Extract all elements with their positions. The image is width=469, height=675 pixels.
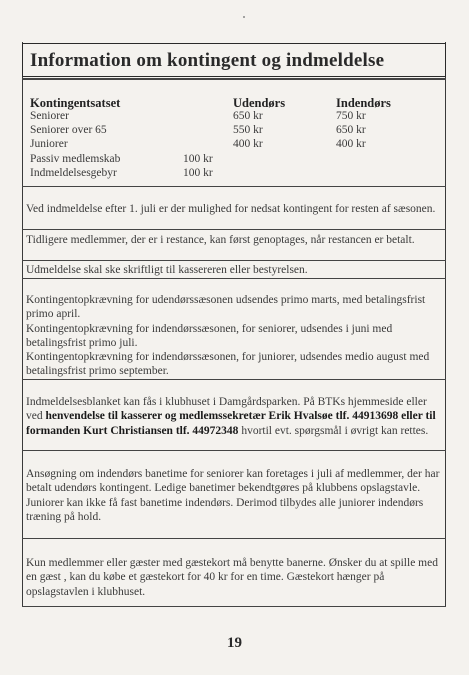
- billing-paragraph: Kontingentopkrævning for indendørssæsonen, for seniorer, udsendes i juni med betalingsfrist primo juli.: [26, 322, 393, 349]
- billing-paragraph: Kontingentopkrævning for indendørssæsonen, for juniorer, udsendes medio august med betalingsfrist primo september.: [26, 351, 430, 378]
- section-rule: [22, 538, 446, 539]
- fee-row-label: Juniorer: [30, 138, 68, 150]
- reduced-fee-text: Ved indmeldelse efter 1. juli er der mulighed for nedsat kontingent for resten af sæsonen.: [26, 203, 436, 215]
- arrears-text: Tidligere medlemmer, der er i restance, kan først genoptages, når restancen er betalt.: [26, 234, 415, 246]
- fee-row-label: Indmeldelsesgebyr: [30, 167, 117, 179]
- fee-row-indoor: 400 kr: [336, 138, 366, 150]
- registration-outro: hvortil evt. spørgsmål i øvrigt kan rettes.: [241, 424, 429, 437]
- fee-row-single: 100 kr: [183, 167, 213, 179]
- section-rule: [22, 606, 446, 607]
- page-number: 19: [227, 635, 242, 651]
- court-hours-paragraph: Ansøgning om indendørs banetime for seniorer kan foretages i juli af medlemmer, der har betalt udendørs kontingent. Ledige banetimer bekendtgøres på klubbens opslagstavle.: [26, 468, 440, 495]
- section-guests: [26, 556, 442, 599]
- fee-row-outdoor: 650 kr: [233, 110, 263, 122]
- section-rule: [22, 260, 446, 261]
- fee-row-label: Seniorer: [30, 110, 69, 122]
- fee-row-outdoor: 550 kr: [233, 124, 263, 136]
- section-arrears: [26, 233, 442, 247]
- fee-header-category: Kontingentsatset: [30, 96, 121, 110]
- title-rule: [22, 78, 446, 80]
- fee-row-label: Seniorer over 65: [30, 124, 107, 136]
- registration-contact: henvendelse til kasserer og medlemssekretær Erik Hvalsøe tlf. 44913698 eller til formanden Kurt Christiansen tlf. 44972348: [26, 410, 436, 437]
- section-rule: [22, 229, 446, 230]
- section-reduced-fee: [26, 202, 442, 216]
- section-court-hours: [26, 467, 442, 524]
- withdrawal-text: Udmeldelse skal ske skriftligt til kassereren eller bestyrelsen.: [26, 264, 308, 276]
- guests-text: Kun medlemmer eller gæster med gæstekort må benytte banerne. Ønsker du at spille med en gæst , kan du købe et gæstekort for 40 kr for en time. Gæstekort hænger på opslagstavlen i klubhuset.: [26, 557, 438, 598]
- billing-paragraph: Kontingentopkrævning for udendørssæsonen udsendes primo marts, med betalingsfrist primo april.: [26, 294, 426, 321]
- court-hours-paragraph: Juniorer kan ikke få fast banetime indendørs. Derimod tilbydes alle juniorer indendørs træning på hold.: [26, 496, 424, 523]
- section-rule: [22, 186, 446, 187]
- section-registration: [26, 395, 442, 438]
- page-title: Information om kontingent og indmeldelse: [30, 50, 385, 71]
- fee-row-indoor: 650 kr: [336, 124, 366, 136]
- section-rule: [22, 450, 446, 451]
- section-rule: [22, 379, 446, 380]
- fee-row-single: 100 kr: [183, 153, 213, 165]
- fee-header-outdoor: Udendørs: [233, 96, 286, 110]
- fee-row-label: Passiv medlemskab: [30, 153, 121, 165]
- fee-header-indoor: Indendørs: [336, 96, 391, 110]
- section-withdrawal: [26, 263, 442, 277]
- registration-intro: Indmeldelsesblanket kan fås i klubhuset i Damgårdsparken. På BTKs hjemmeside eller ved: [26, 396, 427, 423]
- section-rule: [22, 278, 446, 279]
- fee-row-indoor: 750 kr: [336, 110, 366, 122]
- speck: [243, 16, 245, 18]
- section-billing: [26, 293, 442, 379]
- fee-row-outdoor: 400 kr: [233, 138, 263, 150]
